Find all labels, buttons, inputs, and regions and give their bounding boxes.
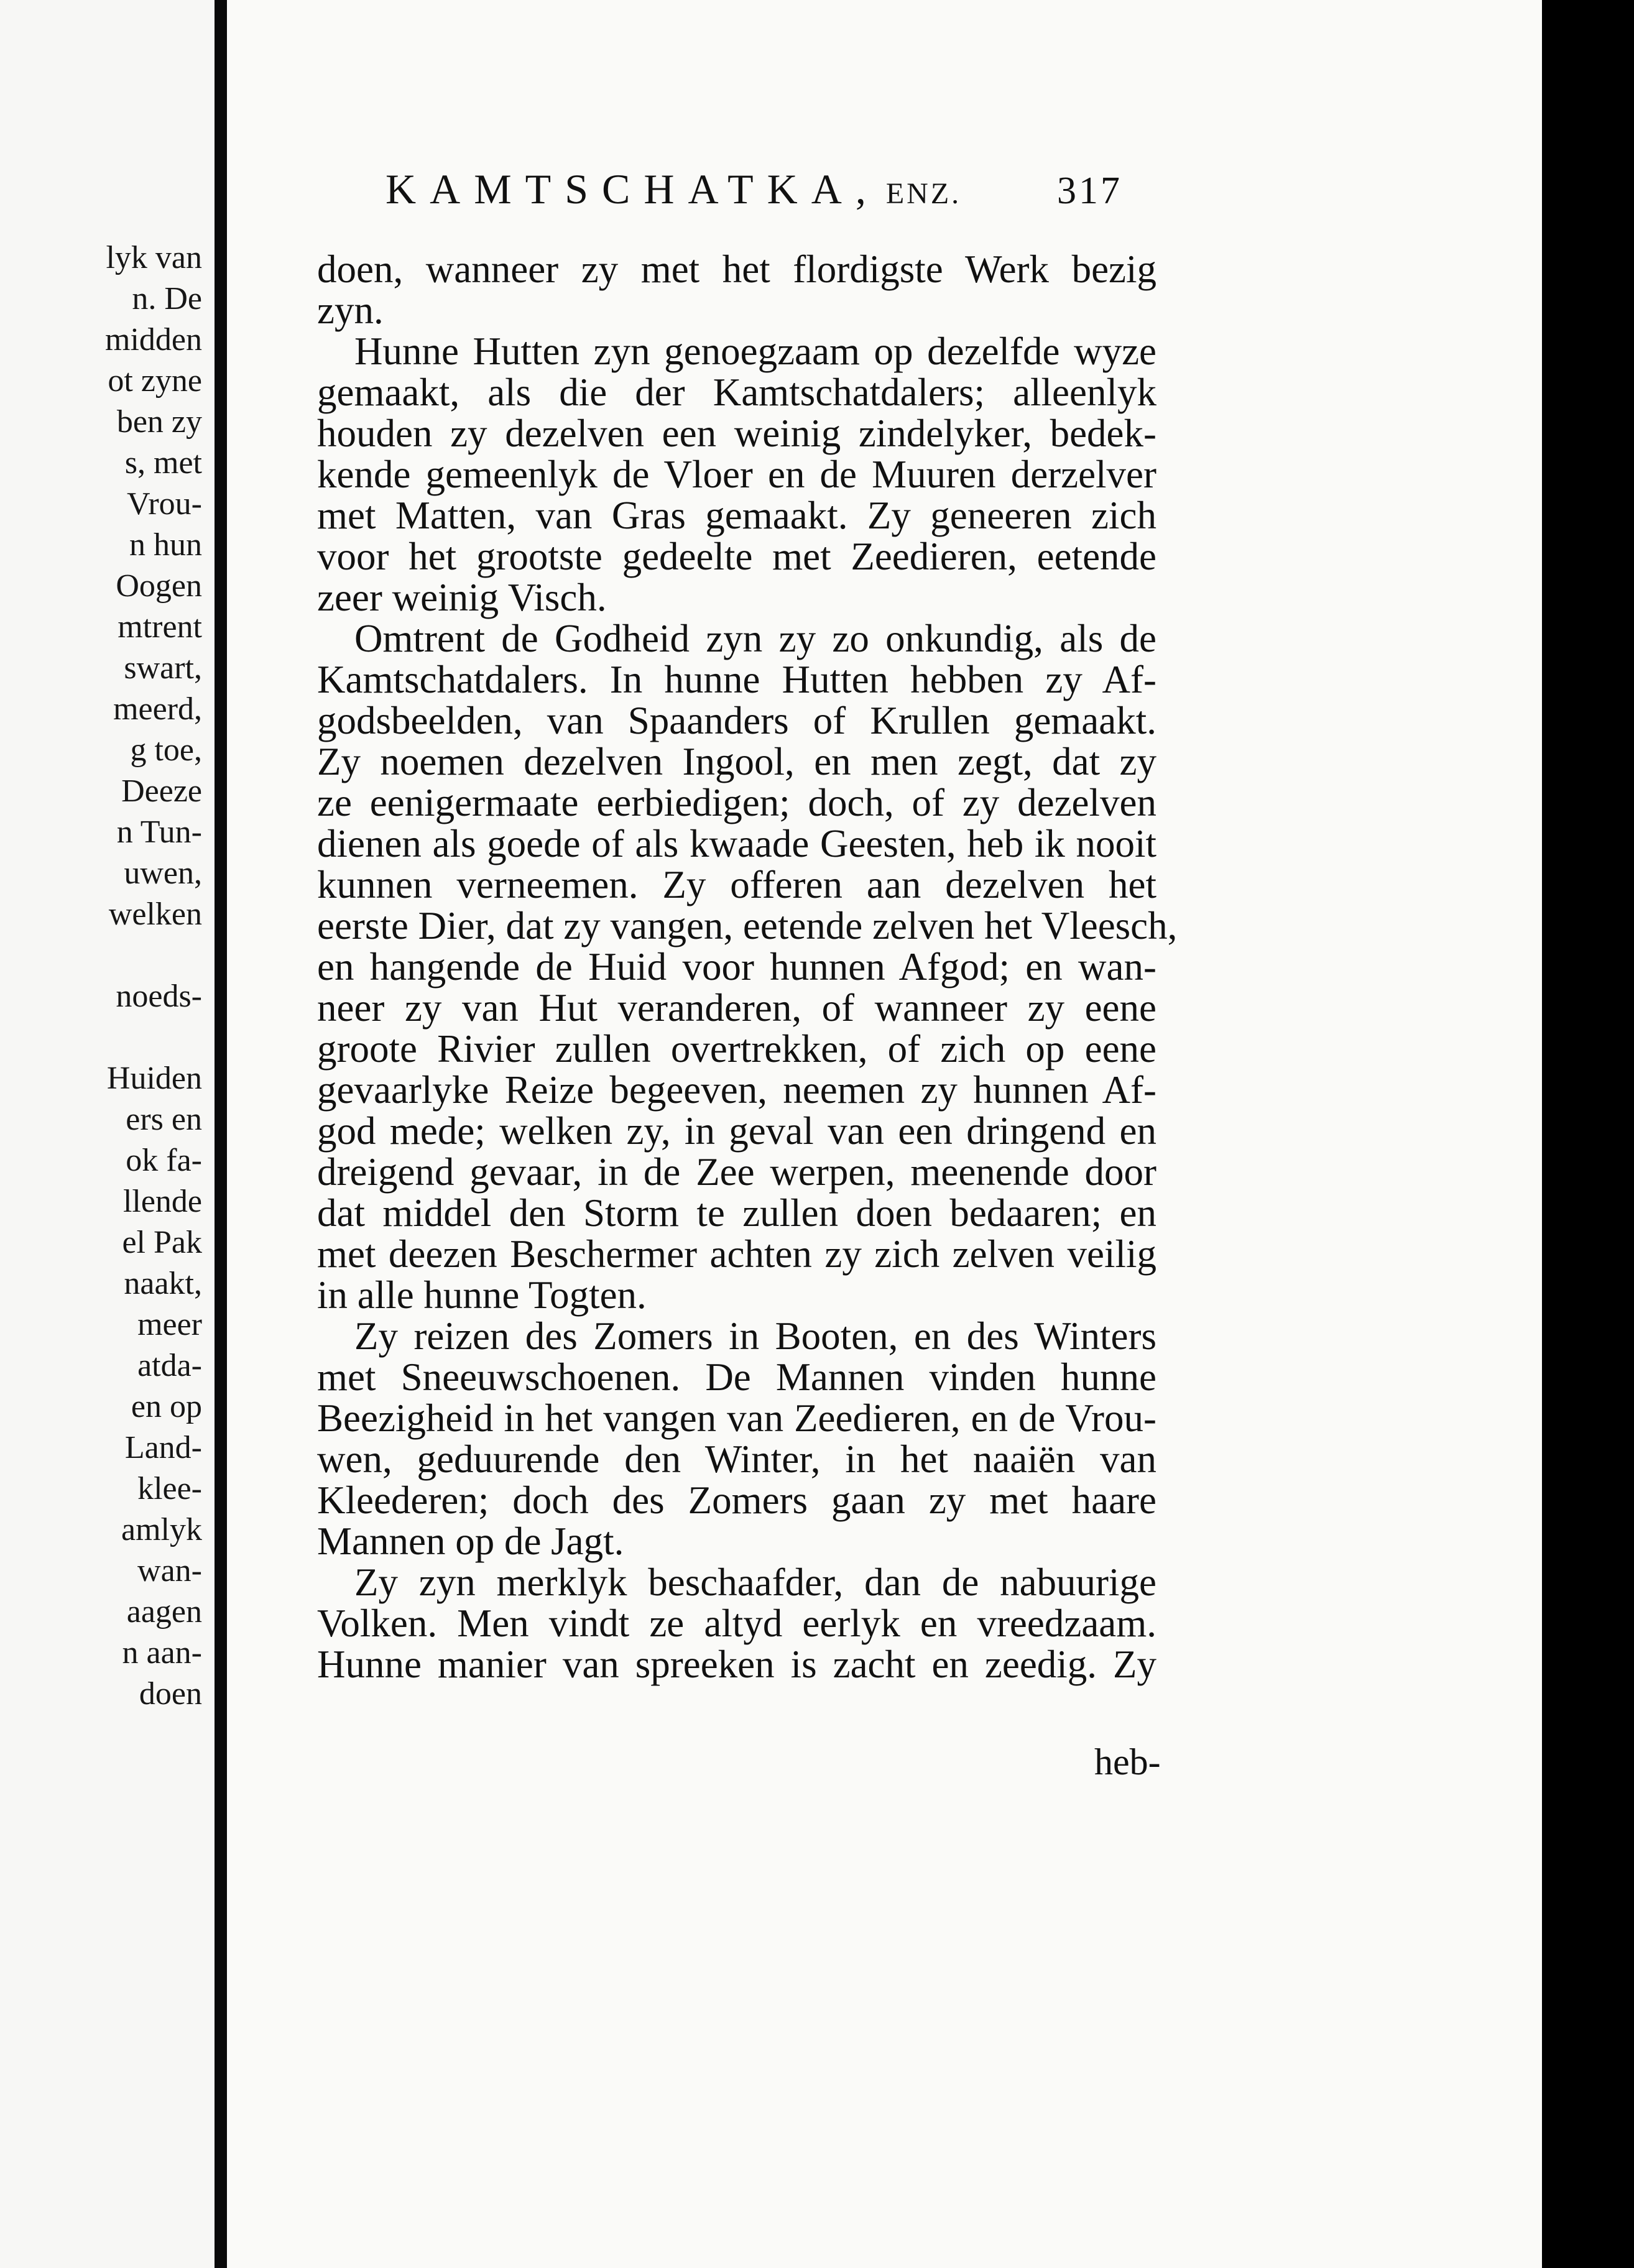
text-line: Kleederen; doch des Zomers gaan zy met haare [317, 1478, 1156, 1522]
text-line: Hunne Hutten zyn genoegzaam op dezelfde wyze [354, 330, 1156, 373]
left-page-line: meerd, [113, 691, 202, 727]
body-text [317, 247, 1178, 1686]
book-gutter [215, 0, 227, 2268]
left-page-line: n. De [132, 281, 202, 316]
page-number: 317 [1057, 170, 1122, 212]
text-line: Mannen op de Jagt. [317, 1519, 624, 1563]
left-page-line: meer [137, 1307, 202, 1342]
left-page-line: wan- [137, 1553, 202, 1588]
left-page-line: atda- [137, 1348, 202, 1383]
text-line: met deezen Beschermer achten zy zich zelven veilig [317, 1232, 1156, 1276]
text-line: godsbeelden, van Spaanders of Krullen gemaakt. [317, 699, 1156, 742]
left-page-line: ben zy [116, 404, 202, 440]
left-page-line: en op [131, 1389, 202, 1424]
left-page-line: n aan- [122, 1635, 202, 1671]
text-line: dienen als goede of als kwaade Geesten, heb ik nooit [317, 822, 1156, 865]
text-line: Omtrent de Godheid zyn zy zo onkundig, als de [354, 617, 1156, 660]
left-page-line: ok fa- [126, 1143, 202, 1178]
left-page-line: uwen, [124, 855, 202, 891]
left-page-line: ers en [126, 1102, 202, 1137]
running-head-title: KAMTSCHATKA, [385, 165, 880, 213]
text-line: met Matten, van Gras gemaakt. Zy geneeren zich [317, 494, 1156, 537]
catchword: heb- [1094, 1741, 1161, 1782]
left-page-line: swart, [124, 650, 202, 686]
text-line: Hunne manier van spreeken is zacht en zeedig. Zy [317, 1643, 1156, 1686]
text-line: voor het grootste gedeelte met Zeedieren, eetende [317, 535, 1156, 578]
left-page-line: g toe, [130, 732, 202, 768]
text-line: houden zy dezelven een weinig zindelyker, bedek- [317, 412, 1156, 455]
text-line: ze eenigermaate eerbiedigen; doch, of zy dezelven [317, 781, 1156, 824]
left-page-fragment [0, 0, 215, 2268]
text-line: dat middel den Storm te zullen doen bedaaren; en [317, 1191, 1156, 1235]
left-page-line: lyk van [106, 240, 202, 275]
left-page-line: klee- [137, 1471, 202, 1506]
text-line: in alle hunne Togten. [317, 1273, 647, 1317]
text-line: zyn. [317, 288, 384, 332]
left-page-line: Vrou- [126, 486, 202, 522]
left-page-line: noeds- [116, 979, 202, 1014]
text-line: eerste Dier, dat zy vangen, eetende zelven het Vleesch, [317, 904, 1178, 947]
text-line: kende gemeenlyk de Vloer en de Muuren derzelver [317, 453, 1156, 496]
text-line: zeer weinig Visch. [317, 576, 607, 619]
text-line: god mede; welken zy, in geval van een dringend en [317, 1109, 1156, 1153]
left-page-line: midden [105, 322, 202, 357]
text-line: Zy noemen dezelven Ingool, en men zegt, dat zy [317, 740, 1156, 783]
left-page-line: mtrent [118, 609, 202, 645]
text-line: neer zy van Hut veranderen, of wanneer zy eene [317, 986, 1156, 1030]
text-line: doen, wanneer zy met het flordigste Werk bezig [317, 247, 1156, 291]
left-page-line: amlyk [121, 1512, 202, 1547]
text-line: Volken. Men vindt ze altyd eerlyk en vreedzaam. [317, 1602, 1156, 1645]
left-page-line: aagen [126, 1594, 202, 1630]
left-page-line: Land- [124, 1430, 202, 1465]
text-line: Kamtschatdalers. In hunne Hutten hebben zy Af- [317, 658, 1156, 701]
text-line: wen, geduurende den Winter, in het naaiën van [317, 1437, 1156, 1481]
text-line: Zy zyn merklyk beschaafder, dan de nabuurige [354, 1560, 1156, 1604]
left-page-line: el Pak [122, 1225, 202, 1260]
text-line: met Sneeuwschoenen. De Mannen vinden hunne [317, 1355, 1156, 1399]
left-page-line: naakt, [124, 1266, 202, 1301]
left-page-line: s, met [124, 445, 202, 481]
text-line: Beezigheid in het vangen van Zeedieren, en de Vrou- [317, 1396, 1156, 1440]
text-line: en hangende de Huid voor hunnen Afgod; en wan- [317, 945, 1156, 989]
left-page-line: doen [139, 1676, 202, 1712]
left-page-line: ot zyne [108, 363, 202, 399]
text-line: kunnen verneemen. Zy offeren aan dezelven het [317, 863, 1156, 906]
left-page-line: llende [122, 1184, 202, 1219]
text-line: Zy reizen des Zomers in Booten, en des Winters [354, 1314, 1156, 1358]
left-page-line: Oogen [116, 568, 202, 604]
left-page-line: Deeze [121, 773, 202, 809]
left-page-line: Huiden [106, 1061, 202, 1096]
left-page-line: welken [108, 897, 202, 932]
running-head-suffix: ENZ. [885, 177, 962, 210]
left-page-line: n Tun- [116, 814, 202, 850]
running-head [385, 165, 1132, 221]
text-line: gemaakt, als die der Kamtschatdalers; alleenlyk [317, 371, 1156, 414]
left-page-line: n hun [129, 527, 202, 563]
text-line: groote Rivier zullen overtrekken, of zich op eene [317, 1027, 1156, 1071]
text-line: gevaarlyke Reize begeeven, neemen zy hunnen Af- [317, 1068, 1156, 1112]
text-line: dreigend gevaar, in de Zee werpen, meenende door [317, 1150, 1156, 1194]
